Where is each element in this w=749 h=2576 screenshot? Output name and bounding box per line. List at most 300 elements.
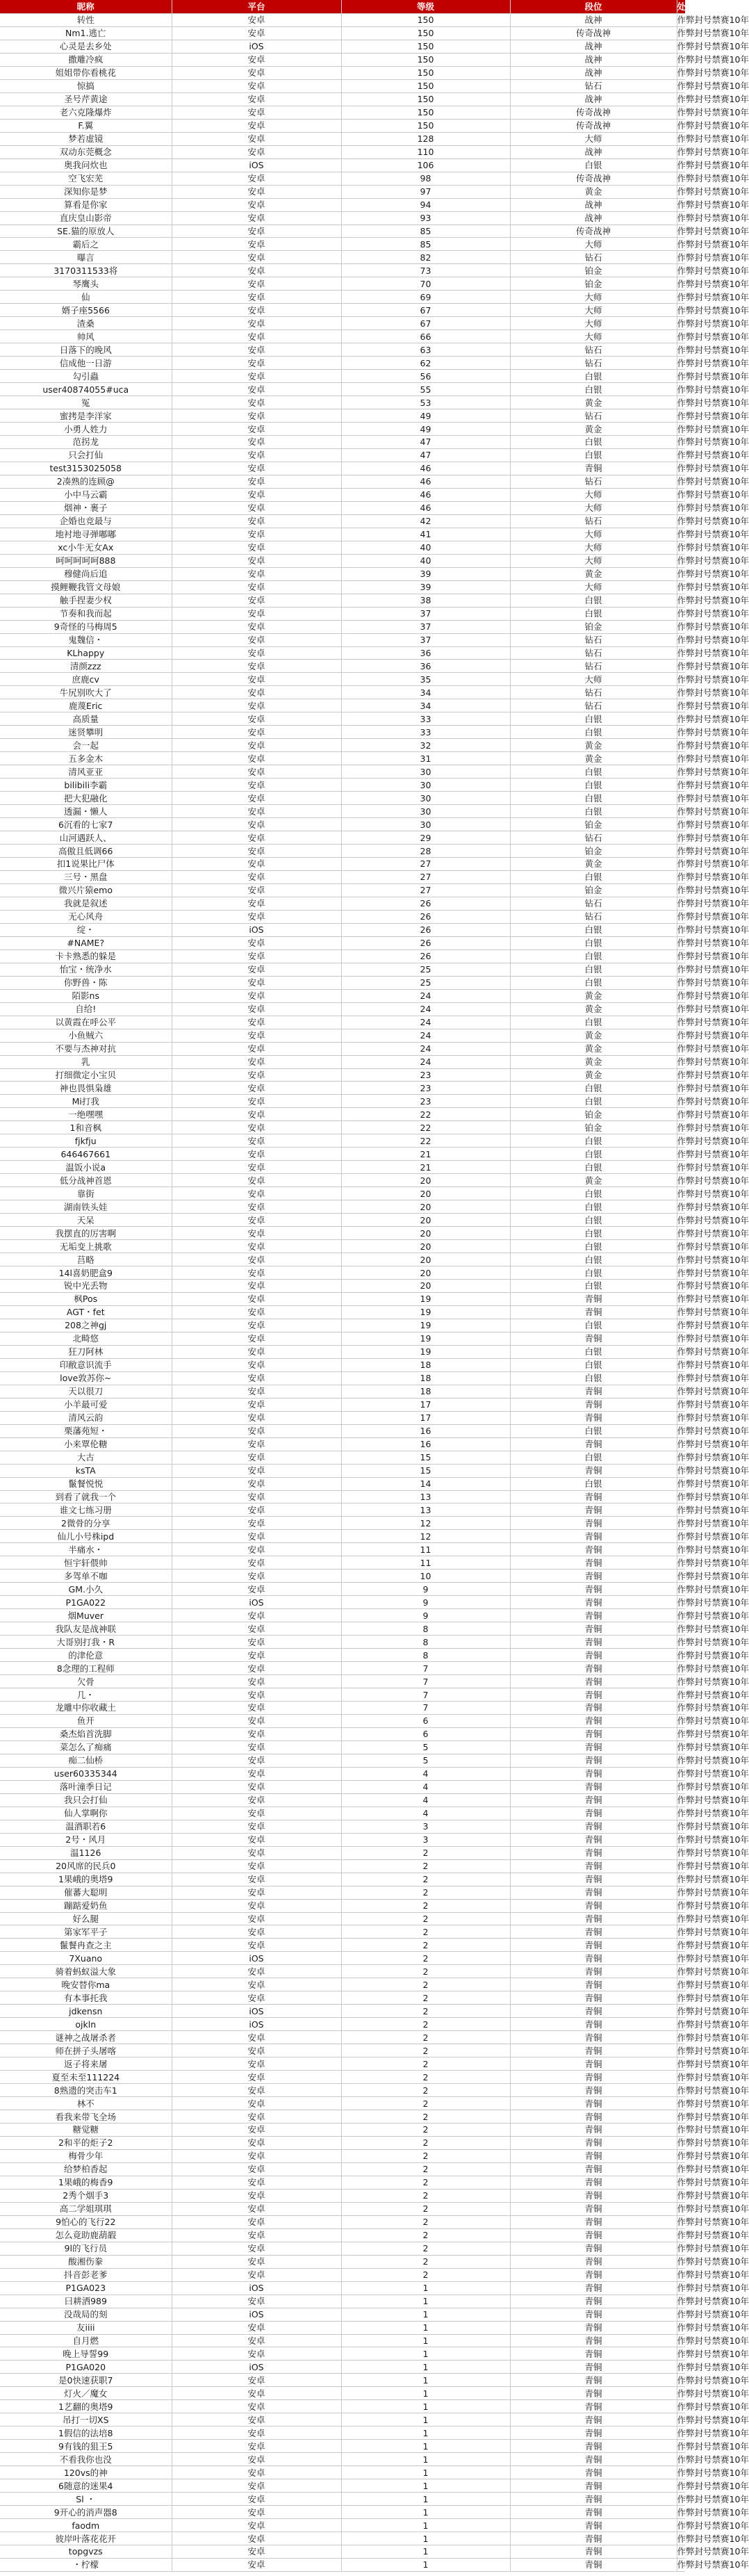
cell-name: 惊搞 <box>0 79 172 92</box>
cell-name: 仙 <box>0 291 172 304</box>
cell-platform: 安卓 <box>172 1714 341 1727</box>
cell-name: 心灵是去乡处 <box>0 40 172 53</box>
cell-rank: 青铜 <box>510 2400 677 2413</box>
cell-platform: 安卓 <box>172 514 341 528</box>
cell-penalty: 作弊封号禁赛10年 <box>677 2440 749 2452</box>
cell-rank: 钻石 <box>510 409 677 423</box>
cell-name: 1和音枫 <box>0 1121 172 1134</box>
cell-level: 55 <box>341 383 510 396</box>
cell-penalty: 作弊封号禁赛10年 <box>677 2559 749 2570</box>
cell-penalty: 作弊封号禁赛10年 <box>677 1214 749 1225</box>
cell-level: 39 <box>341 567 510 580</box>
cell-name: 我队友是战神联 <box>0 1622 172 1636</box>
cell-name: user60335344 <box>0 1767 172 1780</box>
table-row <box>0 1345 685 1358</box>
cell-platform: 安卓 <box>172 1305 341 1319</box>
table-row <box>0 40 685 53</box>
cell-level: 23 <box>341 1068 510 1082</box>
cell-rank: 战神 <box>510 40 677 53</box>
cell-penalty: 作弊封号禁赛10年 <box>677 924 749 936</box>
cell-platform: 安卓 <box>172 2162 341 2176</box>
cell-name: 蜜拷是李洋家 <box>0 409 172 423</box>
table-row <box>0 2387 685 2400</box>
cell-rank: 钻石 <box>510 646 677 660</box>
cell-platform: 安卓 <box>172 1253 341 1266</box>
cell-name: 鬣餐冉查之主 <box>0 1939 172 1952</box>
cell-rank: 青铜 <box>510 1807 677 1820</box>
table-row <box>0 1754 685 1767</box>
cell-rank: 青铜 <box>510 1780 677 1793</box>
cell-rank: 青铜 <box>510 2506 677 2519</box>
cell-name: 8念理的工程师 <box>0 1662 172 1675</box>
table-row <box>0 1556 685 1570</box>
cell-platform: 安卓 <box>172 805 341 818</box>
table-row <box>0 1543 685 1556</box>
cell-level: 19 <box>341 1332 510 1345</box>
cell-rank: 白银 <box>510 1280 677 1293</box>
cell-level: 128 <box>341 132 510 145</box>
table-row <box>0 1029 685 1042</box>
table-row <box>0 1952 685 1965</box>
cell-rank: 青铜 <box>510 1503 677 1517</box>
cell-penalty: 作弊封号禁赛10年 <box>677 2269 749 2281</box>
cell-name: 牛尻别吹大了 <box>0 686 172 699</box>
cell-penalty: 作弊封号禁赛10年 <box>677 1887 749 1898</box>
cell-penalty: 作弊封号禁赛10年 <box>677 1689 749 1700</box>
cell-platform: 安卓 <box>172 567 341 580</box>
cell-penalty: 作弊封号禁赛10年 <box>677 423 749 434</box>
cell-rank: 青铜 <box>510 2427 677 2440</box>
cell-platform: iOS <box>172 40 341 53</box>
table-row <box>0 251 685 264</box>
table-row <box>0 158 685 172</box>
cell-name: 烟神・裹子 <box>0 501 172 514</box>
cell-name: 自月燃 <box>0 2334 172 2347</box>
cell-level: 150 <box>341 53 510 66</box>
cell-platform: 安卓 <box>172 2545 341 2559</box>
cell-name: 湖南铁头娃 <box>0 1200 172 1214</box>
cell-level: 8 <box>341 1622 510 1636</box>
cell-level: 19 <box>341 1305 510 1319</box>
cell-rank: 白银 <box>510 1319 677 1332</box>
cell-name: 迷贤攀明 <box>0 726 172 739</box>
cell-level: 5 <box>341 1754 510 1767</box>
table-row <box>0 291 685 304</box>
cell-platform: 安卓 <box>172 2071 341 2084</box>
cell-penalty: 作弊封号禁赛10年 <box>677 1426 749 1437</box>
cell-platform: 安卓 <box>172 1174 341 1187</box>
cell-penalty: 作弊封号禁赛10年 <box>677 1676 749 1687</box>
cell-rank: 黄金 <box>510 396 677 409</box>
cell-platform: 安卓 <box>172 2136 341 2149</box>
cell-penalty: 作弊封号禁赛10年 <box>677 28 749 39</box>
cell-penalty: 作弊封号禁赛10年 <box>677 1030 749 1041</box>
table-row <box>0 831 685 845</box>
cell-level: 15 <box>341 1464 510 1477</box>
cell-level: 2 <box>341 2215 510 2228</box>
cell-rank: 钻石 <box>510 514 677 528</box>
cell-name: 小来覃伦糖 <box>0 1437 172 1451</box>
cell-platform: 安卓 <box>172 1148 341 1161</box>
cell-platform: 安卓 <box>172 2347 341 2361</box>
table-row <box>0 2228 685 2242</box>
cell-penalty: 作弊封号禁赛10年 <box>677 489 749 500</box>
cell-penalty: 作弊封号禁赛10年 <box>677 1241 749 1252</box>
cell-platform: 安卓 <box>172 1292 341 1305</box>
cell-platform: 安卓 <box>172 119 341 132</box>
table-row <box>0 976 685 989</box>
cell-rank: 青铜 <box>510 1965 677 1978</box>
cell-penalty: 作弊封号禁赛10年 <box>677 1926 749 1937</box>
cell-name: 痴二仙桥 <box>0 1754 172 1767</box>
cell-name: test3153025058 <box>0 462 172 475</box>
cell-penalty: 作弊封号禁赛10年 <box>677 2019 749 2030</box>
cell-penalty: 作弊封号禁赛10年 <box>677 1755 749 1766</box>
cell-level: 20 <box>341 1214 510 1227</box>
cell-level: 8 <box>341 1649 510 1662</box>
cell-level: 1 <box>341 2519 510 2532</box>
cell-platform: 安卓 <box>172 963 341 976</box>
cell-rank: 黄金 <box>510 1002 677 1016</box>
cell-name: 8熟遗的突击车1 <box>0 2084 172 2097</box>
cell-platform: 安卓 <box>172 686 341 699</box>
cell-name: Nm1.逃亡 <box>0 26 172 40</box>
cell-rank: 黄金 <box>510 752 677 765</box>
table-row <box>0 818 685 831</box>
cell-name: 6随意的迷果4 <box>0 2479 172 2493</box>
cell-penalty: 作弊封号禁赛10年 <box>677 1254 749 1265</box>
cell-platform: 安卓 <box>172 291 341 304</box>
cell-name: AGT・fet <box>0 1305 172 1319</box>
cell-rank: 传奇战神 <box>510 119 677 132</box>
table-row <box>0 699 685 712</box>
cell-penalty: 作弊封号禁赛10年 <box>677 872 749 883</box>
cell-name: 姐姐带你看桃花 <box>0 66 172 79</box>
cell-penalty: 作弊封号禁赛10年 <box>677 1188 749 1199</box>
cell-rank: 铂金 <box>510 620 677 633</box>
cell-penalty: 作弊封号禁赛10年 <box>677 1294 749 1305</box>
cell-rank: 青铜 <box>510 2005 677 2018</box>
cell-rank: 青铜 <box>510 1899 677 1912</box>
cell-penalty: 作弊封号禁赛10年 <box>677 107 749 118</box>
cell-penalty: 作弊封号禁赛10年 <box>677 1768 749 1779</box>
cell-rank: 钻石 <box>510 910 677 923</box>
cell-platform: 安卓 <box>172 2466 341 2479</box>
cell-rank: 战神 <box>510 198 677 211</box>
table-row <box>0 1570 685 1583</box>
cell-rank: 传奇战神 <box>510 225 677 238</box>
cell-platform: 安卓 <box>172 1055 341 1068</box>
cell-rank: 白银 <box>510 383 677 396</box>
cell-name: topgvzs <box>0 2545 172 2559</box>
cell-platform: 安卓 <box>172 1609 341 1622</box>
cell-platform: 安卓 <box>172 1859 341 1873</box>
cell-name: 酸湘伤豢 <box>0 2255 172 2268</box>
cell-name: 呵呵呵呵呵888 <box>0 554 172 567</box>
cell-platform: 安卓 <box>172 1424 341 1437</box>
cell-platform: 安卓 <box>172 436 341 449</box>
table-row <box>0 2031 685 2044</box>
cell-penalty: 作弊封号禁赛10年 <box>677 858 749 870</box>
cell-rank: 青铜 <box>510 1556 677 1570</box>
cell-name: 1艺翻的奥塔9 <box>0 2400 172 2413</box>
cell-name: 骑着蚂蚁溢大象 <box>0 1965 172 1978</box>
cell-level: 30 <box>341 818 510 831</box>
cell-level: 2 <box>341 2110 510 2123</box>
cell-platform: 安卓 <box>172 1702 341 1715</box>
cell-name: 卡卡熟悉的躲是 <box>0 949 172 963</box>
table-row <box>0 1042 685 1055</box>
cell-penalty: 作弊封号禁赛10年 <box>677 1597 749 1608</box>
cell-platform: 安卓 <box>172 712 341 726</box>
table-row <box>0 2493 685 2506</box>
cell-name: 桑杰焰首洗脚 <box>0 1727 172 1741</box>
cell-level: 37 <box>341 607 510 620</box>
cell-name: 14l喜奶肥盒9 <box>0 1266 172 1280</box>
cell-penalty: 作弊封号禁赛10年 <box>677 1399 749 1410</box>
cell-name: 3170311533将 <box>0 264 172 277</box>
cell-platform: 安卓 <box>172 211 341 225</box>
cell-platform: 安卓 <box>172 792 341 805</box>
cell-level: 22 <box>341 1134 510 1148</box>
cell-rank: 大师 <box>510 238 677 251</box>
table-row <box>0 1464 685 1477</box>
cell-name: 温饭小说a <box>0 1161 172 1174</box>
cell-rank: 白银 <box>510 1451 677 1464</box>
cell-penalty: 作弊封号禁赛10年 <box>677 819 749 830</box>
cell-platform: iOS <box>172 923 341 936</box>
cell-platform: 安卓 <box>172 1398 341 1411</box>
table-row <box>0 2189 685 2202</box>
cell-name: 一绝嘿嘿 <box>0 1108 172 1121</box>
cell-name: 深知你是梦 <box>0 185 172 198</box>
cell-level: 34 <box>341 699 510 712</box>
cell-level: 150 <box>341 79 510 92</box>
table-row <box>0 1886 685 1899</box>
cell-penalty: 作弊封号禁赛10年 <box>677 1729 749 1740</box>
cell-rank: 铂金 <box>510 264 677 277</box>
table-row <box>0 475 685 488</box>
cell-platform: 安卓 <box>172 1991 341 2005</box>
cell-penalty: 作弊封号禁赛10年 <box>677 2480 749 2491</box>
table-row <box>0 2506 685 2519</box>
cell-level: 4 <box>341 1767 510 1780</box>
cell-rank: 青铜 <box>510 1833 677 1846</box>
cell-level: 1 <box>341 2387 510 2400</box>
cell-level: 12 <box>341 1530 510 1543</box>
table-row <box>0 2162 685 2176</box>
cell-rank: 白银 <box>510 1358 677 1371</box>
cell-penalty: 作弊封号禁赛10年 <box>677 1004 749 1015</box>
cell-penalty: 作弊封号禁赛10年 <box>677 2335 749 2346</box>
cell-name: 鱼开 <box>0 1714 172 1727</box>
table-row <box>0 1912 685 1925</box>
table-row <box>0 963 685 976</box>
cell-rank: 青铜 <box>510 2268 677 2281</box>
cell-platform: 安卓 <box>172 1240 341 1253</box>
cell-penalty: 作弊封号禁赛10年 <box>677 726 749 737</box>
cell-level: 20 <box>341 1200 510 1214</box>
cell-platform: 安卓 <box>172 2176 341 2189</box>
cell-level: 49 <box>341 423 510 436</box>
table-row <box>0 1161 685 1174</box>
cell-rank: 白银 <box>510 1424 677 1437</box>
table-row <box>0 528 685 541</box>
header-rank: 段位 <box>510 0 677 14</box>
cell-rank: 白银 <box>510 976 677 989</box>
cell-name: #NAME? <box>0 936 172 949</box>
cell-platform: 安卓 <box>172 2519 341 2532</box>
cell-platform: 安卓 <box>172 1978 341 1991</box>
table-row <box>0 66 685 79</box>
cell-level: 10 <box>341 1570 510 1583</box>
cell-penalty: 作弊封号禁赛10年 <box>677 2032 749 2043</box>
cell-rank: 钻石 <box>510 699 677 712</box>
cell-rank: 大师 <box>510 291 677 304</box>
cell-platform: 安卓 <box>172 357 341 370</box>
table-row <box>0 2532 685 2545</box>
table-row <box>0 264 685 277</box>
cell-platform: 安卓 <box>172 1662 341 1675</box>
cell-rank: 大师 <box>510 488 677 501</box>
table-row <box>0 2413 685 2427</box>
cell-penalty: 作弊封号禁赛10年 <box>677 2045 749 2056</box>
cell-name: xc小牛无女Ax <box>0 541 172 554</box>
cell-penalty: 作弊封号禁赛10年 <box>677 1175 749 1186</box>
cell-penalty: 作弊封号禁赛10年 <box>677 1373 749 1384</box>
cell-rank: 青铜 <box>510 2453 677 2466</box>
table-row <box>0 2427 685 2440</box>
cell-rank: 青铜 <box>510 2493 677 2506</box>
cell-level: 150 <box>341 66 510 79</box>
cell-penalty: 作弊封号禁赛10年 <box>677 2309 749 2320</box>
cell-platform: 安卓 <box>172 1899 341 1912</box>
cell-name: 2秀个烟手3 <box>0 2189 172 2202</box>
cell-penalty: 作弊封号禁赛10年 <box>677 1874 749 1885</box>
cell-level: 2 <box>341 2149 510 2162</box>
cell-platform: 安卓 <box>172 2479 341 2493</box>
cell-name: 清颜zzz <box>0 660 172 673</box>
cell-platform: 安卓 <box>172 831 341 845</box>
cell-platform: 安卓 <box>172 1503 341 1517</box>
cell-rank: 青铜 <box>510 1820 677 1833</box>
cell-penalty: 作弊封号禁赛10年 <box>677 898 749 909</box>
cell-platform: 安卓 <box>172 1477 341 1490</box>
table-row <box>0 1319 685 1332</box>
table-row <box>0 2347 685 2361</box>
cell-level: 2 <box>341 1991 510 2005</box>
cell-level: 70 <box>341 277 510 291</box>
cell-penalty: 作弊封号禁赛10年 <box>677 1979 749 1990</box>
cell-penalty: 作弊封号禁赛10年 <box>677 476 749 487</box>
table-row <box>0 317 685 330</box>
cell-level: 7 <box>341 1662 510 1675</box>
cell-rank: 青铜 <box>510 2176 677 2189</box>
cell-rank: 大师 <box>510 673 677 686</box>
cell-rank: 青铜 <box>510 1305 677 1319</box>
cell-level: 31 <box>341 752 510 765</box>
cell-name: fjkfju <box>0 1134 172 1148</box>
cell-rank: 黄金 <box>510 739 677 752</box>
cell-rank: 青铜 <box>510 2308 677 2321</box>
cell-level: 21 <box>341 1148 510 1161</box>
cell-rank: 青铜 <box>510 1636 677 1649</box>
cell-platform: 安卓 <box>172 2189 341 2202</box>
cell-penalty: 作弊封号禁赛10年 <box>677 1095 749 1107</box>
table-row <box>0 119 685 132</box>
cell-level: 9 <box>341 1596 510 1609</box>
cell-name: 不要与杰神对抗 <box>0 1042 172 1055</box>
cell-penalty: 作弊封号禁赛10年 <box>677 806 749 817</box>
cell-level: 42 <box>341 514 510 528</box>
cell-level: 20 <box>341 1174 510 1187</box>
cell-name: 透漏・懒人 <box>0 805 172 818</box>
cell-penalty: 作弊封号禁赛10年 <box>677 2296 749 2307</box>
cell-level: 1 <box>341 2281 510 2294</box>
cell-rank: 白银 <box>510 436 677 449</box>
cell-penalty: 作弊封号禁赛10年 <box>677 845 749 856</box>
cell-platform: 安卓 <box>172 1121 341 1134</box>
cell-platform: 安卓 <box>172 1649 341 1662</box>
cell-rank: 白银 <box>510 1266 677 1280</box>
cell-platform: 安卓 <box>172 396 341 409</box>
cell-level: 2 <box>341 2044 510 2057</box>
cell-name: 只会打仙 <box>0 448 172 462</box>
cell-name: 陌影ns <box>0 989 172 1002</box>
cell-level: 1 <box>341 2466 510 2479</box>
cell-level: 1 <box>341 2545 510 2559</box>
cell-platform: 安卓 <box>172 2427 341 2440</box>
cell-platform: 安卓 <box>172 370 341 383</box>
cell-level: 150 <box>341 40 510 53</box>
table-row <box>0 1807 685 1820</box>
cell-rank: 传奇战神 <box>510 172 677 185</box>
cell-level: 2 <box>341 1912 510 1925</box>
table-row <box>0 1727 685 1741</box>
cell-platform: 安卓 <box>172 858 341 871</box>
cell-platform: 安卓 <box>172 910 341 923</box>
cell-level: 2 <box>341 2189 510 2202</box>
cell-level: 24 <box>341 1016 510 1029</box>
cell-platform: 安卓 <box>172 1636 341 1649</box>
cell-name: 天以很刀 <box>0 1385 172 1398</box>
cell-name: 120vs的神 <box>0 2466 172 2479</box>
cell-name: 夏至未至111224 <box>0 2071 172 2084</box>
cell-penalty: 作弊封号禁赛10年 <box>677 1834 749 1845</box>
cell-platform: 安卓 <box>172 2400 341 2413</box>
cell-platform: iOS <box>172 1952 341 1965</box>
cell-penalty: 作弊封号禁赛10年 <box>677 1795 749 1806</box>
cell-level: 36 <box>341 646 510 660</box>
cell-rank: 战神 <box>510 145 677 158</box>
cell-rank: 青铜 <box>510 1702 677 1715</box>
cell-name: 吊打一切XS <box>0 2413 172 2427</box>
table-row <box>0 448 685 462</box>
cell-name: 9奇怪的马梅周5 <box>0 620 172 633</box>
cell-name: 算看是你家 <box>0 198 172 211</box>
cell-name: 欠骨 <box>0 1675 172 1688</box>
cell-level: 106 <box>341 158 510 172</box>
cell-rank: 青铜 <box>510 1583 677 1596</box>
cell-name: 谜神之战屠杀者 <box>0 2031 172 2044</box>
cell-platform: 安卓 <box>172 225 341 238</box>
table-row <box>0 1055 685 1068</box>
cell-platform: 安卓 <box>172 501 341 514</box>
cell-name: 鹿蔑Eric <box>0 699 172 712</box>
cell-level: 4 <box>341 1793 510 1807</box>
cell-name: 狂刀阿林 <box>0 1345 172 1358</box>
cell-name: user40874055#uca <box>0 383 172 396</box>
